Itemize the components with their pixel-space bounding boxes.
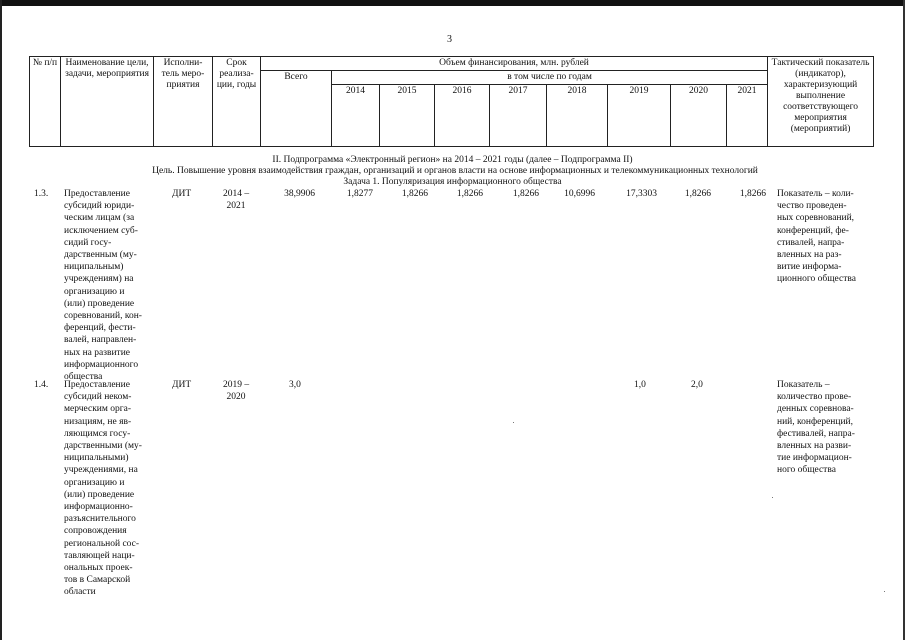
row-term: 2019 – 2020 bbox=[222, 380, 250, 403]
header-year: 2015 bbox=[380, 85, 435, 147]
header-col-term: Срок реализа-ции, годы bbox=[213, 57, 261, 147]
header-year: 2016 bbox=[435, 85, 490, 147]
row-year-value: 1,0 bbox=[634, 380, 646, 390]
row-number: 1.4. bbox=[34, 380, 49, 390]
row-year-value: 1,8266 bbox=[456, 189, 483, 199]
header-year: 2019 bbox=[608, 85, 671, 147]
row-indicator: Показатель – количество прове- денных соревнова- ний, конференций, фестивалей, напра- вленных на разви- тие информацион- ного общества bbox=[777, 380, 855, 476]
subprogram-title: II. Подпрограмма «Электронный регион» на 2014 – 2021 годы (далее – Подпрограмма II) bbox=[272, 155, 633, 165]
header-col-no: № п/п bbox=[30, 57, 61, 147]
row-year-value: 17,3303 bbox=[626, 189, 657, 199]
header-col-byyear: в том числе по годам bbox=[332, 71, 768, 85]
row-year-value: 1,8266 bbox=[401, 189, 428, 199]
row-year-value: 1,8266 bbox=[739, 189, 766, 199]
row-name: Предоставление субсидий неком- мерческим орга- низациям, не яв- ляющимся госу- дарственными (му- ниципальными) учреждениями, на организацию и (или) проведение информационно- разъяснительного сопровождения региональной сос- тавляющей наци- ональных проек- тов в Самарской области bbox=[64, 380, 142, 598]
row-number: 1.3. bbox=[34, 189, 49, 199]
scan-speck bbox=[513, 422, 514, 423]
table-header bbox=[29, 56, 874, 147]
header-col-indicator: Тактический показатель (индикатор), характеризующий выполнение соответствующего мероприятия (мероприятий) bbox=[768, 57, 874, 147]
row-total: 38,9906 bbox=[284, 189, 315, 199]
header-year: 2021 bbox=[727, 85, 768, 147]
header-year: 2014 bbox=[332, 85, 380, 147]
row-year-value: 1,8277 bbox=[346, 189, 373, 199]
goal-text: Цель. Повышение уровня взаимодействия граждан, организаций и органов власти на основе информационных и телекоммуникационных технологий bbox=[152, 166, 758, 176]
row-year-value: 1,8266 bbox=[684, 189, 711, 199]
header-col-name: Наименование цели, задачи, мероприятия bbox=[61, 57, 154, 147]
row-exec: ДИТ bbox=[172, 189, 192, 199]
header-year: 2020 bbox=[671, 85, 727, 147]
page-number: 3 bbox=[447, 34, 452, 45]
header-col-exec: Исполни-тель меро-приятия bbox=[154, 57, 213, 147]
task-text: Задача 1. Популяризация информационного общества bbox=[343, 177, 562, 187]
row-indicator: Показатель – коли- чество проведен- ных соревнований, конференций, фе- стивалей, напра- вленных на раз- витие информа- ционного общества bbox=[777, 189, 856, 285]
scan-speck bbox=[884, 591, 885, 592]
row-year-value: 1,8266 bbox=[512, 189, 539, 199]
row-year-value: 10,6996 bbox=[564, 189, 595, 199]
scan-edge-left bbox=[0, 0, 2, 640]
row-total: 3,0 bbox=[289, 380, 301, 390]
row-term: 2014 – 2021 bbox=[222, 189, 250, 212]
header-col-fin: Объем финансирования, млн. рублей bbox=[261, 57, 768, 71]
row-exec: ДИТ bbox=[172, 380, 192, 390]
header-col-total: Всего bbox=[261, 71, 332, 147]
row-name: Предоставление субсидий юриди- ческим лицам (за исключением суб- сидий госу- дарственным (му- ниципальным) учреждениям) на организацию и (или) проведение соревнований, кон- ференций, фести- валей, направлен- ных на развитие информационного общества bbox=[64, 189, 142, 383]
row-year-value: 2,0 bbox=[691, 380, 703, 390]
header-year: 2018 bbox=[547, 85, 608, 147]
header-year: 2017 bbox=[490, 85, 547, 147]
scan-edge-top bbox=[0, 0, 905, 6]
scan-speck bbox=[772, 497, 773, 498]
